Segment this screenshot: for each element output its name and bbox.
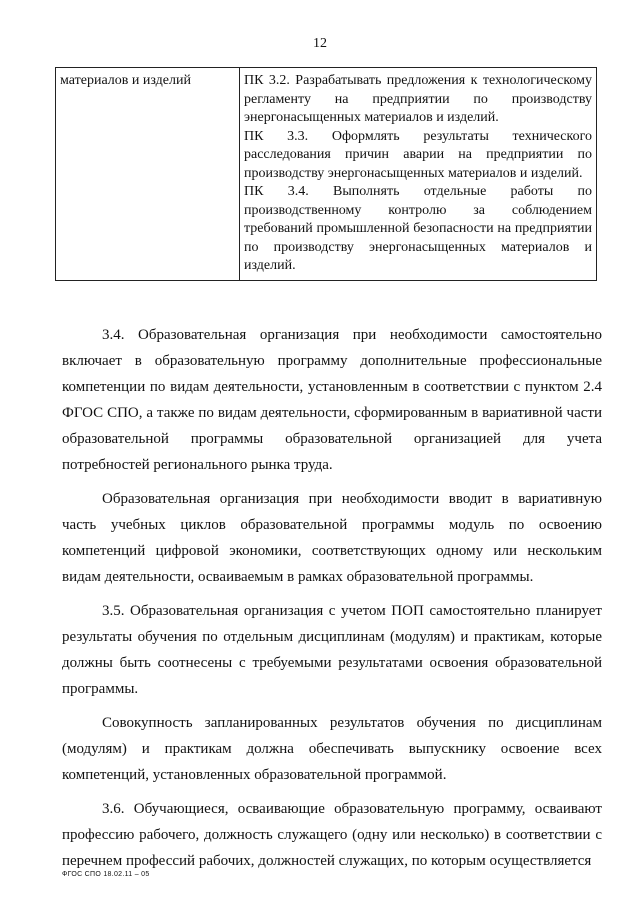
paragraph-3-6: 3.6. Обучающиеся, осваивающие образовательную программу, осваивают профессию рабочего, должность служащего (одну или несколько) в соответствии с перечнем профессий рабочих, должностей служащих, по которым осуществляется: [62, 801, 602, 869]
paragraph-3-4: 3.4. Образовательная организация при необходимости самостоятельно включает в образовательную программу дополнительные профессиональные компетенции по видам деятельности, установленным в соответствии с пунктом 2.4 ФГОС СПО, а также по видам деятельности, сформированным в вариативной части образовательной программы образовательной организацией для учета потребностей регионального рынка труда.: [62, 327, 602, 473]
competencies-table: [55, 67, 597, 281]
activity-cell: материалов и изделий: [56, 68, 240, 281]
paragraph-3-5: 3.5. Образовательная организация с учетом ПОП самостоятельно планирует результаты обучения по отдельным дисциплинам (модулям) и практикам, которые должны быть соотнесены с требуемыми результатами освоения образовательной программы.: [62, 603, 602, 697]
competency-pk-3-3: ПК 3.3. Оформлять результаты технического расследования причин аварии на предприятии по производству энергонасыщенных материалов и изделий.: [244, 128, 592, 181]
paragraph-digital-economy: Образовательная организация при необходимости вводит в вариативную часть учебных циклов образовательной программы модуль по освоению компетенций цифровой экономики, соответствующих одному или нескольким видам деятельности, осваиваемым в рамках образовательной программы.: [62, 491, 602, 585]
document-body: [62, 322, 602, 882]
table-row: [56, 68, 597, 281]
competency-pk-3-4: ПК 3.4. Выполнять отдельные работы по производственному контролю за соблюдением требований промышленной безопасности на предприятии по производству энергонасыщенных материалов и изделий.: [244, 184, 592, 273]
page-number: 12: [313, 36, 327, 51]
paragraph-learning-outcomes: Совокупность запланированных результатов обучения по дисциплинам (модулям) и практикам должна обеспечивать выпускнику освоение всех компетенций, установленных образовательной программой.: [62, 715, 602, 783]
competencies-cell: [240, 68, 597, 281]
footer-doc-code: ФГОС СПО 18.02.11 – 05: [62, 871, 150, 878]
competency-pk-3-2: ПК 3.2. Разрабатывать предложения к технологическому регламенту на предприятии по производству энергонасыщенных материалов и изделий.: [244, 73, 592, 125]
